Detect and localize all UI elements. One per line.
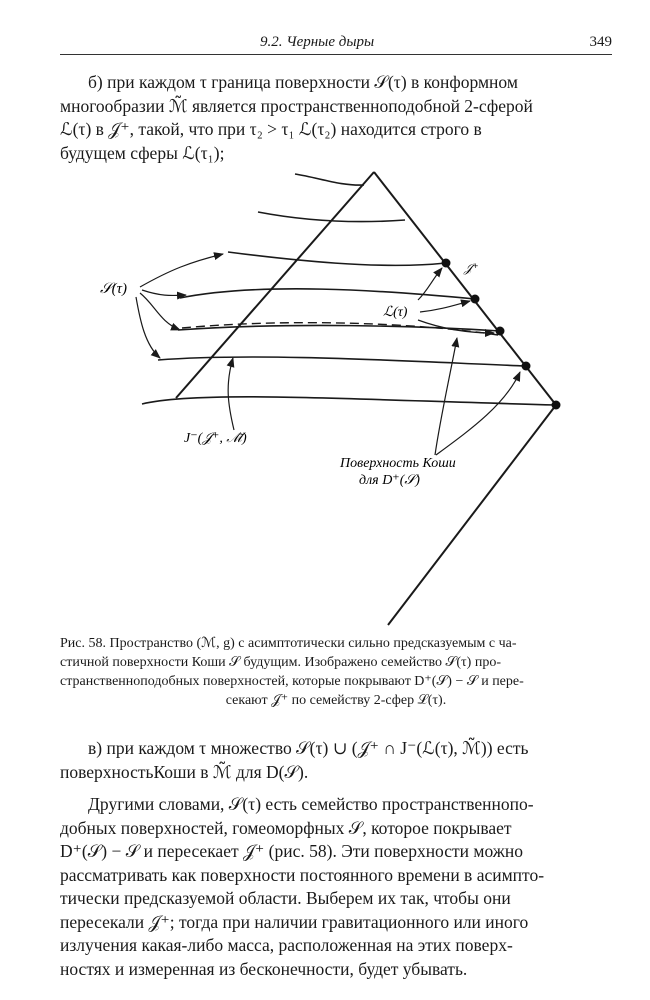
caption-line: секают 𝒥⁺ по семейству 2-сфер ℒ(τ). xyxy=(225,693,447,708)
surface-curve xyxy=(142,397,556,405)
pointer-arrow xyxy=(142,290,186,295)
sphere-point xyxy=(442,259,451,268)
surface-curve xyxy=(295,174,364,185)
paragraph-v xyxy=(60,737,612,784)
past-label: J⁻(𝒥⁺, ℳ̃) xyxy=(184,431,247,446)
running-title: 9.2. Черные дыры xyxy=(260,34,375,50)
text-line: ℒ(τ) в 𝒥⁺, такой, что при τ₂ > τ₁ ℒ(τ₂) находится строго в xyxy=(60,119,482,139)
pointer-arrow xyxy=(436,372,520,455)
cauchy-label-line1: Поверхность Коши xyxy=(340,456,456,471)
text-line: поверхностьКоши в ℳ̃ для D(𝒮). xyxy=(60,761,309,782)
sphere-point xyxy=(552,401,561,410)
surface-curve xyxy=(158,357,526,366)
surface-curve xyxy=(180,289,475,299)
text-line: рассматривать как поверхности постоянного времени в асимпто- xyxy=(60,864,545,885)
text-line: многообразии ℳ̃ является пространственноподобной 2-сферой xyxy=(60,95,533,116)
pointer-arrow xyxy=(418,320,494,333)
scri-plus-line xyxy=(374,172,556,405)
family-label: 𝒮(τ) xyxy=(100,281,127,297)
figure-58-diagram xyxy=(0,150,650,630)
text-line: D⁺(𝒮) − 𝒮 и пересекает 𝒥⁺ (рис. 58). Эти поверхности можно xyxy=(60,841,523,861)
pointer-arrow xyxy=(228,358,234,430)
surface-curve xyxy=(258,212,405,222)
sphere-point xyxy=(496,327,505,336)
page-number: 349 xyxy=(589,34,612,50)
text-line: пересекали 𝒥⁺; тогда при наличии гравитационного или иного xyxy=(60,911,529,932)
caption-line: Рис. 58. Пространство (ℳ, g) с асимптотически сильно предсказуемым с ча- xyxy=(60,636,517,651)
scri-label: 𝒥⁺ xyxy=(464,261,479,275)
past-boundary-line xyxy=(176,172,374,398)
text-line: излучения какая-либо масса, расположенная на этих поверх- xyxy=(60,935,513,955)
pointer-arrow xyxy=(136,297,160,358)
pointer-arrow xyxy=(420,301,470,312)
surface-curve xyxy=(228,252,446,265)
surface-curve xyxy=(178,325,500,331)
text-line: б) при каждом τ граница поверхности 𝒮(τ) в конформном xyxy=(88,72,518,92)
text-line: Другими словами, 𝒮(τ) есть семейство пространственнопо- xyxy=(88,794,534,814)
sphere-point xyxy=(471,295,480,304)
spheres-label: ℒ(τ) xyxy=(383,305,408,320)
paragraph-other-words xyxy=(60,793,612,981)
cauchy-label-line2: для D⁺(𝒮) xyxy=(359,473,420,488)
running-head xyxy=(60,32,612,55)
pointer-arrow xyxy=(435,338,457,455)
pointer-arrow xyxy=(140,254,223,287)
figure-caption xyxy=(60,634,612,710)
lower-boundary-line xyxy=(388,405,556,625)
text-line: ностях и измеренная из бесконечности, будет убывать. xyxy=(60,958,468,979)
caption-line: странственноподобных поверхностей, которые покрывают D⁺(𝒮) − 𝒮 и пере- xyxy=(60,674,524,689)
pointer-arrow xyxy=(140,293,180,330)
text-line: добных поверхностей, гомеоморфных 𝒮, которое покрывает xyxy=(60,817,512,838)
caption-line: стичной поверхности Коши 𝒮 будущим. Изображено семейство 𝒮(τ) про- xyxy=(60,655,502,670)
sphere-point xyxy=(522,362,531,371)
text-line: будущем сферы ℒ(τ₁); xyxy=(60,142,225,163)
text-line: тически предсказуемой области. Выберем их так, чтобы они xyxy=(60,888,511,908)
text-line: в) при каждом τ множество 𝒮(τ) ∪ (𝒥⁺ ∩ J⁻(ℒ(τ), ℳ̃)) есть xyxy=(88,738,529,758)
